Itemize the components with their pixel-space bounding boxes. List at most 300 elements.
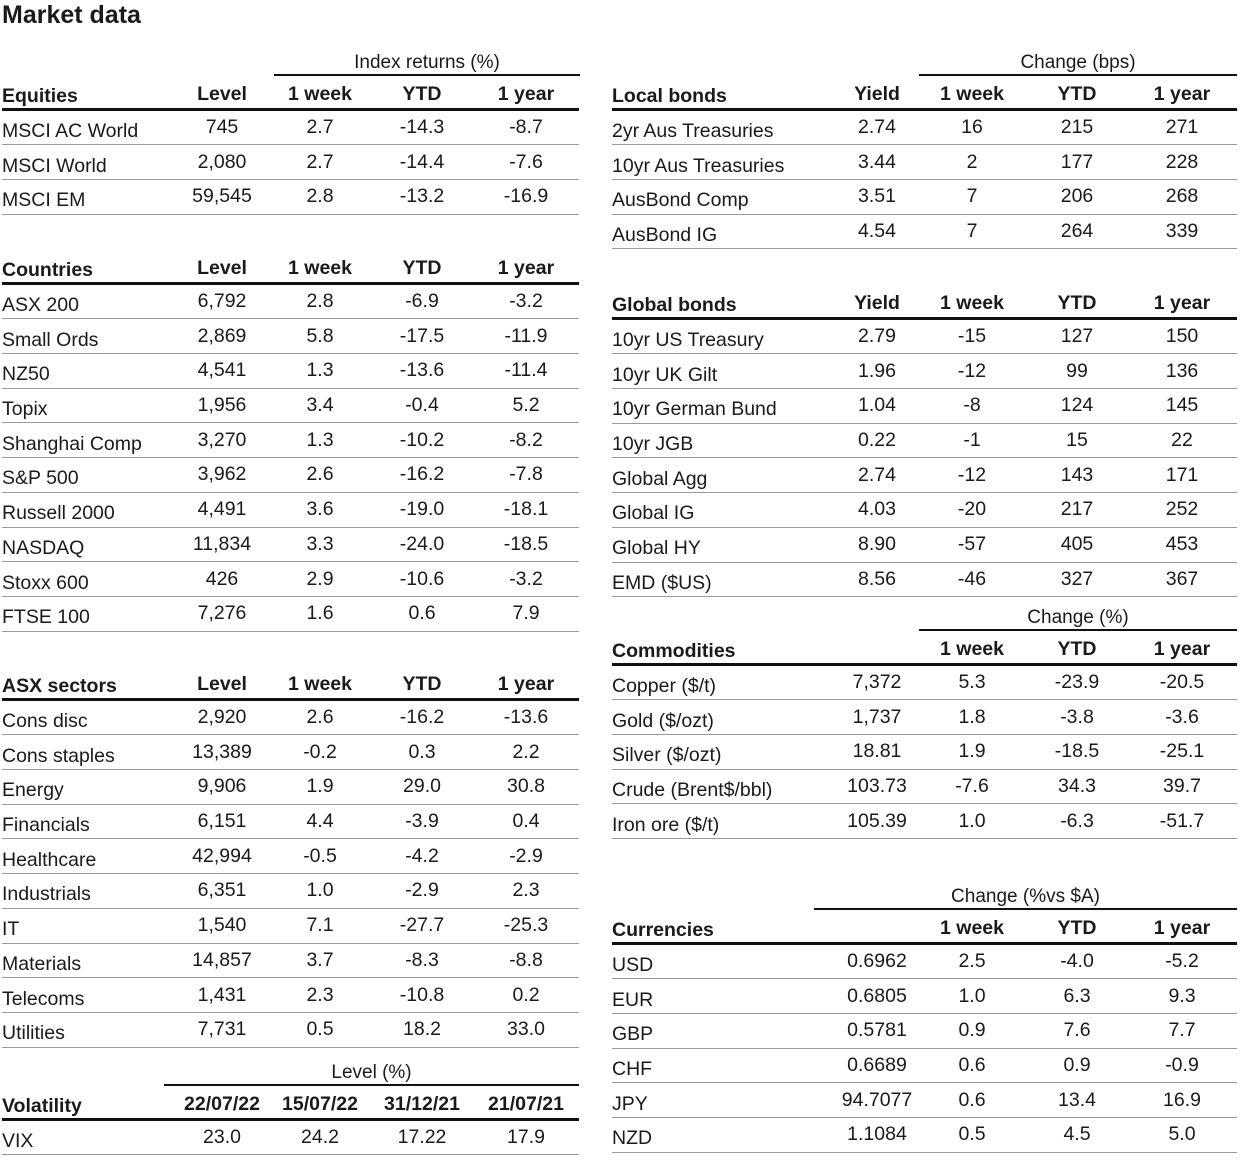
row-value: 2.6 [306,463,334,486]
row-value: -16.9 [503,185,549,208]
row-value: -11.9 [504,324,548,347]
column-header: YTD [1057,82,1097,105]
row-value: -24.0 [399,532,445,555]
row-value: 0.22 [858,429,896,452]
row-label: Global HY [612,537,701,560]
row-value: -11.4 [504,359,548,382]
row-value: -3.9 [405,810,439,833]
asx-sectors-table [2,666,579,1048]
table-row [612,389,1237,424]
volatility-table [2,1062,579,1155]
column-header: 1 year [1153,637,1211,660]
row-value: -8.2 [509,428,543,451]
row-value: 0.6 [408,602,436,625]
row-value: -13.6 [503,706,549,729]
row-value: -6.3 [1060,809,1094,832]
row-value: 3.3 [306,532,334,555]
row-value: 3,962 [197,463,247,486]
global-bonds-table [612,285,1237,597]
table-row [2,285,579,320]
row-value: 264 [1060,220,1094,243]
page-title: Market data [2,1,141,29]
row-label: 10yr UK Gilt [612,363,718,386]
row-value: 0.6689 [847,1054,907,1077]
table-row [2,839,579,874]
row-value: 215 [1060,116,1094,139]
row-label: Shanghai Comp [2,432,142,455]
row-value: 18.2 [403,1018,441,1041]
row-value: -14.3 [399,116,445,139]
row-value: 16.9 [1163,1088,1201,1111]
row-value: -57 [957,533,987,556]
column-header: 1 year [1153,916,1211,939]
row-value: 2.2 [512,740,540,763]
row-label: IT [2,918,20,941]
row-value: 16 [961,116,983,139]
row-label: Small Ords [2,328,99,351]
column-header: 21/07/21 [488,1092,564,1115]
row-label: MSCI AC World [2,120,139,143]
row-value: 2.5 [958,950,986,973]
row-label: EUR [612,988,654,1011]
row-value: -3.8 [1060,705,1094,728]
row-value: 1.04 [858,394,896,417]
row-label: JPY [612,1092,648,1115]
row-value: 2.3 [306,983,334,1006]
row-value: 0.5781 [847,1019,907,1042]
row-value: 1.96 [858,359,896,382]
table-row [2,597,579,632]
row-value: -8.3 [405,948,439,971]
row-value: -3.2 [509,567,543,590]
table-row [612,1083,1237,1118]
row-value: -12 [957,463,987,486]
table-row [612,145,1237,180]
row-value: 14,857 [192,948,252,971]
row-value: 0.2 [512,983,540,1006]
row-value: -13.2 [399,185,445,208]
super-header: Change (%) [1027,607,1129,628]
equities-table [2,52,579,215]
row-value: 99 [1066,359,1088,382]
row-label: Cons disc [2,710,88,733]
row-value: 6,151 [197,810,247,833]
row-value: 145 [1165,394,1199,417]
row-value: -0.2 [303,740,337,763]
row-value: -10.6 [399,567,445,590]
column-header: 1 year [497,672,555,695]
table-row [2,701,579,736]
row-value: -46 [957,567,987,590]
row-value: 7 [966,220,978,243]
row-value: -27.7 [399,914,445,937]
row-value: 105.39 [847,809,907,832]
row-value: 23.0 [203,1126,241,1149]
row-value: 206 [1060,185,1094,208]
row-label: Materials [2,952,82,975]
table-row [2,528,579,563]
column-header: 1 week [288,82,352,105]
row-value: 405 [1060,533,1094,556]
row-value: -18.1 [503,498,549,521]
row-value: -23.9 [1054,671,1100,694]
row-value: 1.0 [958,984,986,1007]
row-label: Copper ($/t) [612,675,717,698]
row-value: -51.7 [1159,809,1205,832]
row-value: 4.4 [306,810,334,833]
section-title: Equities [2,84,78,107]
super-header-row [612,52,1237,74]
row-label: Gold ($/ozt) [612,709,714,732]
row-label: Industrials [2,883,91,906]
row-value: -4.2 [405,844,439,867]
row-value: -17.5 [399,324,445,347]
row-value: 42,994 [192,844,252,867]
row-value: 7 [966,185,978,208]
row-value: 13,389 [192,740,252,763]
table-row [2,354,579,389]
row-value: 6,351 [197,879,247,902]
row-label: Cons staples [2,744,115,767]
section-title: Volatility [2,1094,82,1117]
row-value: 103.73 [847,775,907,798]
row-value: 94.7077 [841,1088,913,1111]
table-row [2,944,579,979]
table-row [612,1049,1237,1084]
header-row [612,631,1237,666]
row-value: 124 [1060,394,1094,417]
row-value: 217 [1060,498,1094,521]
row-value: 39.7 [1163,775,1201,798]
row-label: MSCI EM [2,189,86,212]
table-row [612,666,1237,701]
row-value: 7.1 [306,914,334,937]
row-value: 3,270 [197,428,247,451]
row-value: -6.9 [405,290,439,313]
section-title: Countries [2,258,94,281]
row-value: 2.79 [858,325,896,348]
row-value: 8.56 [858,567,896,590]
row-value: 2.7 [306,116,334,139]
row-value: 2.6 [306,706,334,729]
table-row [612,528,1237,563]
row-value: 4,541 [197,359,247,382]
row-value: -25.1 [1159,740,1205,763]
row-value: 0.4 [512,810,540,833]
row-value: 7,372 [852,671,902,694]
row-value: -7.6 [509,150,543,173]
row-label: NZD [612,1127,653,1150]
table-row [2,562,579,597]
row-value: 453 [1165,533,1199,556]
row-value: -25.3 [503,914,549,937]
row-value: 0.5 [306,1018,334,1041]
column-header: 1 year [1153,291,1211,314]
row-value: 268 [1165,185,1199,208]
row-value: 136 [1165,359,1199,382]
currencies-table [612,886,1237,1153]
header-row [612,910,1237,945]
table-row [2,493,579,528]
row-value: -2.9 [509,844,543,867]
table-row [2,735,579,770]
row-label: NZ50 [2,363,50,386]
row-value: 1.8 [958,705,986,728]
header-row [612,76,1237,111]
row-value: -1 [963,429,981,452]
row-value: 4.54 [858,220,896,243]
row-value: -10.8 [399,983,445,1006]
row-value: 271 [1165,116,1199,139]
row-value: -18.5 [1054,740,1100,763]
row-value: 0.3 [408,740,436,763]
row-label: Topix [2,398,48,421]
row-value: 17.22 [397,1126,447,1149]
row-value: 0.9 [1063,1054,1091,1077]
row-value: -0.9 [1165,1054,1199,1077]
row-value: 11,834 [192,532,252,555]
row-label: NASDAQ [2,536,85,559]
row-value: 7,731 [197,1018,247,1041]
row-label: 2yr Aus Treasuries [612,120,774,143]
row-value: 1,956 [197,394,247,417]
row-value: -13.6 [399,359,445,382]
row-value: -15 [957,325,987,348]
row-value: 7.9 [512,602,540,625]
column-header: 1 year [497,256,555,279]
column-header: YTD [1057,637,1097,660]
row-value: 34.3 [1058,775,1096,798]
row-value: -20 [957,498,987,521]
row-value: 4.5 [1063,1123,1091,1146]
table-row [612,563,1237,598]
table-row [2,909,579,944]
row-value: 127 [1060,325,1094,348]
row-value: 150 [1165,325,1199,348]
row-value: -3.2 [509,290,543,313]
row-label: VIX [2,1130,34,1153]
table-row [612,458,1237,493]
row-value: 1.0 [306,879,334,902]
row-value: 13.4 [1058,1088,1096,1111]
row-label: Global Agg [612,467,708,490]
column-header: 1 week [288,672,352,695]
row-value: 18.81 [852,740,902,763]
row-value: 143 [1060,463,1094,486]
row-value: 745 [205,116,239,139]
row-value: 30.8 [507,775,545,798]
column-header: Level [197,672,247,695]
row-label: S&P 500 [2,467,79,490]
row-value: 33.0 [507,1018,545,1041]
row-value: -12 [957,359,987,382]
row-value: 426 [205,567,239,590]
table-row [612,320,1237,355]
table-row [612,979,1237,1014]
row-label: Financials [2,814,90,837]
column-header: 1 year [1153,82,1211,105]
row-value: 22 [1171,429,1193,452]
row-value: 1.6 [306,602,334,625]
row-label: Russell 2000 [2,502,115,525]
table-row [2,805,579,840]
super-header-row [612,607,1237,629]
table-row [612,493,1237,528]
super-header-row [2,1062,579,1084]
row-label: Silver ($/ozt) [612,744,722,767]
row-value: 3.6 [306,498,334,521]
row-value: 9.3 [1168,984,1196,1007]
row-value: 5.0 [1168,1123,1196,1146]
row-value: 1.0 [958,809,986,832]
row-value: 7,276 [197,602,247,625]
row-value: 0.6 [958,1054,986,1077]
row-label: Crude (Brent$/bbl) [612,779,773,802]
column-header: YTD [1057,291,1097,314]
table-row [2,389,579,424]
table-row [2,145,579,180]
row-value: 3.44 [858,150,896,173]
header-row [2,250,579,285]
section-title: Local bonds [612,84,727,107]
row-value: -0.4 [405,394,439,417]
row-value: 2.3 [512,879,540,902]
row-value: 7.6 [1063,1019,1091,1042]
row-value: 5.2 [512,394,540,417]
column-header: 1 week [940,637,1004,660]
row-value: 2 [966,150,978,173]
row-label: GBP [612,1023,654,1046]
row-value: -7.8 [509,463,543,486]
row-value: 367 [1165,567,1199,590]
row-value: 177 [1060,150,1094,173]
column-header: Level [197,82,247,105]
row-label: Healthcare [2,848,97,871]
table-row [612,180,1237,215]
table-row [2,770,579,805]
row-label: 10yr JGB [612,433,694,456]
row-value: 8.90 [858,533,896,556]
row-value: -5.2 [1165,950,1199,973]
row-label: Iron ore ($/t) [612,813,720,836]
row-value: 1.9 [958,740,986,763]
row-label: MSCI World [2,154,107,177]
row-value: 1.3 [306,359,334,382]
row-value: 24.2 [301,1126,339,1149]
row-value: 228 [1165,150,1199,173]
row-value: 0.6805 [847,984,907,1007]
row-value: 2.7 [306,150,334,173]
column-header: 1 week [940,916,1004,939]
row-value: -8.8 [509,948,543,971]
row-value: 0.5 [958,1123,986,1146]
row-value: 5.3 [958,671,986,694]
table-row [612,1118,1237,1153]
row-label: EMD ($US) [612,571,712,594]
row-value: 2.8 [306,290,334,313]
row-label: 10yr Aus Treasuries [612,154,785,177]
row-value: 0.6962 [847,950,907,973]
section-title: Currencies [612,918,714,941]
row-value: 2,080 [197,150,247,173]
table-row [612,735,1237,770]
row-value: 4.03 [858,498,896,521]
column-header: 1 week [940,291,1004,314]
row-label: Stoxx 600 [2,571,89,594]
table-row [612,1014,1237,1049]
table-row [612,804,1237,839]
row-value: 29.0 [403,775,441,798]
row-label: Telecoms [2,987,85,1010]
row-value: 1,540 [197,914,247,937]
section-title: ASX sectors [2,674,117,697]
table-row [2,111,579,146]
row-label: FTSE 100 [2,606,90,629]
header-row [612,285,1237,320]
row-label: AusBond Comp [612,189,749,212]
table-row [612,424,1237,459]
row-value: 2.8 [306,185,334,208]
row-value: 9,906 [197,775,247,798]
commodities-table [612,607,1237,839]
header-row [2,76,579,111]
row-value: 252 [1165,498,1199,521]
row-value: -20.5 [1159,671,1205,694]
column-header: 31/12/21 [384,1092,460,1115]
row-value: 59,545 [192,185,252,208]
row-label: Global IG [612,502,695,525]
column-header: 1 week [940,82,1004,105]
row-value: -4.0 [1060,950,1094,973]
row-value: -19.0 [399,498,445,521]
row-value: 171 [1165,463,1199,486]
table-row [2,1013,579,1048]
table-row [2,458,579,493]
column-header: Yield [854,82,900,105]
row-value: 339 [1165,220,1199,243]
row-value: 6.3 [1063,984,1091,1007]
row-label: CHF [612,1058,653,1081]
row-value: -10.2 [399,428,445,451]
column-header: 15/07/22 [282,1092,358,1115]
local-bonds-table [612,52,1237,249]
header-row [2,666,579,701]
row-value: -8.7 [509,116,543,139]
row-label: 10yr German Bund [612,398,777,421]
column-header: Level [197,256,247,279]
table-row [2,874,579,909]
row-value: -3.6 [1165,705,1199,728]
table-row [612,354,1237,389]
row-label: Energy [2,779,64,802]
row-value: -2.9 [405,879,439,902]
table-row [612,945,1237,980]
super-header: Change (%vs $A) [951,886,1100,907]
row-value: 1,737 [852,705,902,728]
row-value: 2,869 [197,324,247,347]
row-value: 1.3 [306,428,334,451]
row-value: -8 [963,394,981,417]
row-value: 1,431 [197,983,247,1006]
section-title: Commodities [612,639,736,662]
row-value: 3.51 [858,185,896,208]
row-value: -16.2 [399,463,445,486]
column-header: YTD [402,672,442,695]
table-row [612,700,1237,735]
column-header: 22/07/22 [184,1092,260,1115]
row-value: 7.7 [1168,1019,1196,1042]
table-row [2,423,579,458]
